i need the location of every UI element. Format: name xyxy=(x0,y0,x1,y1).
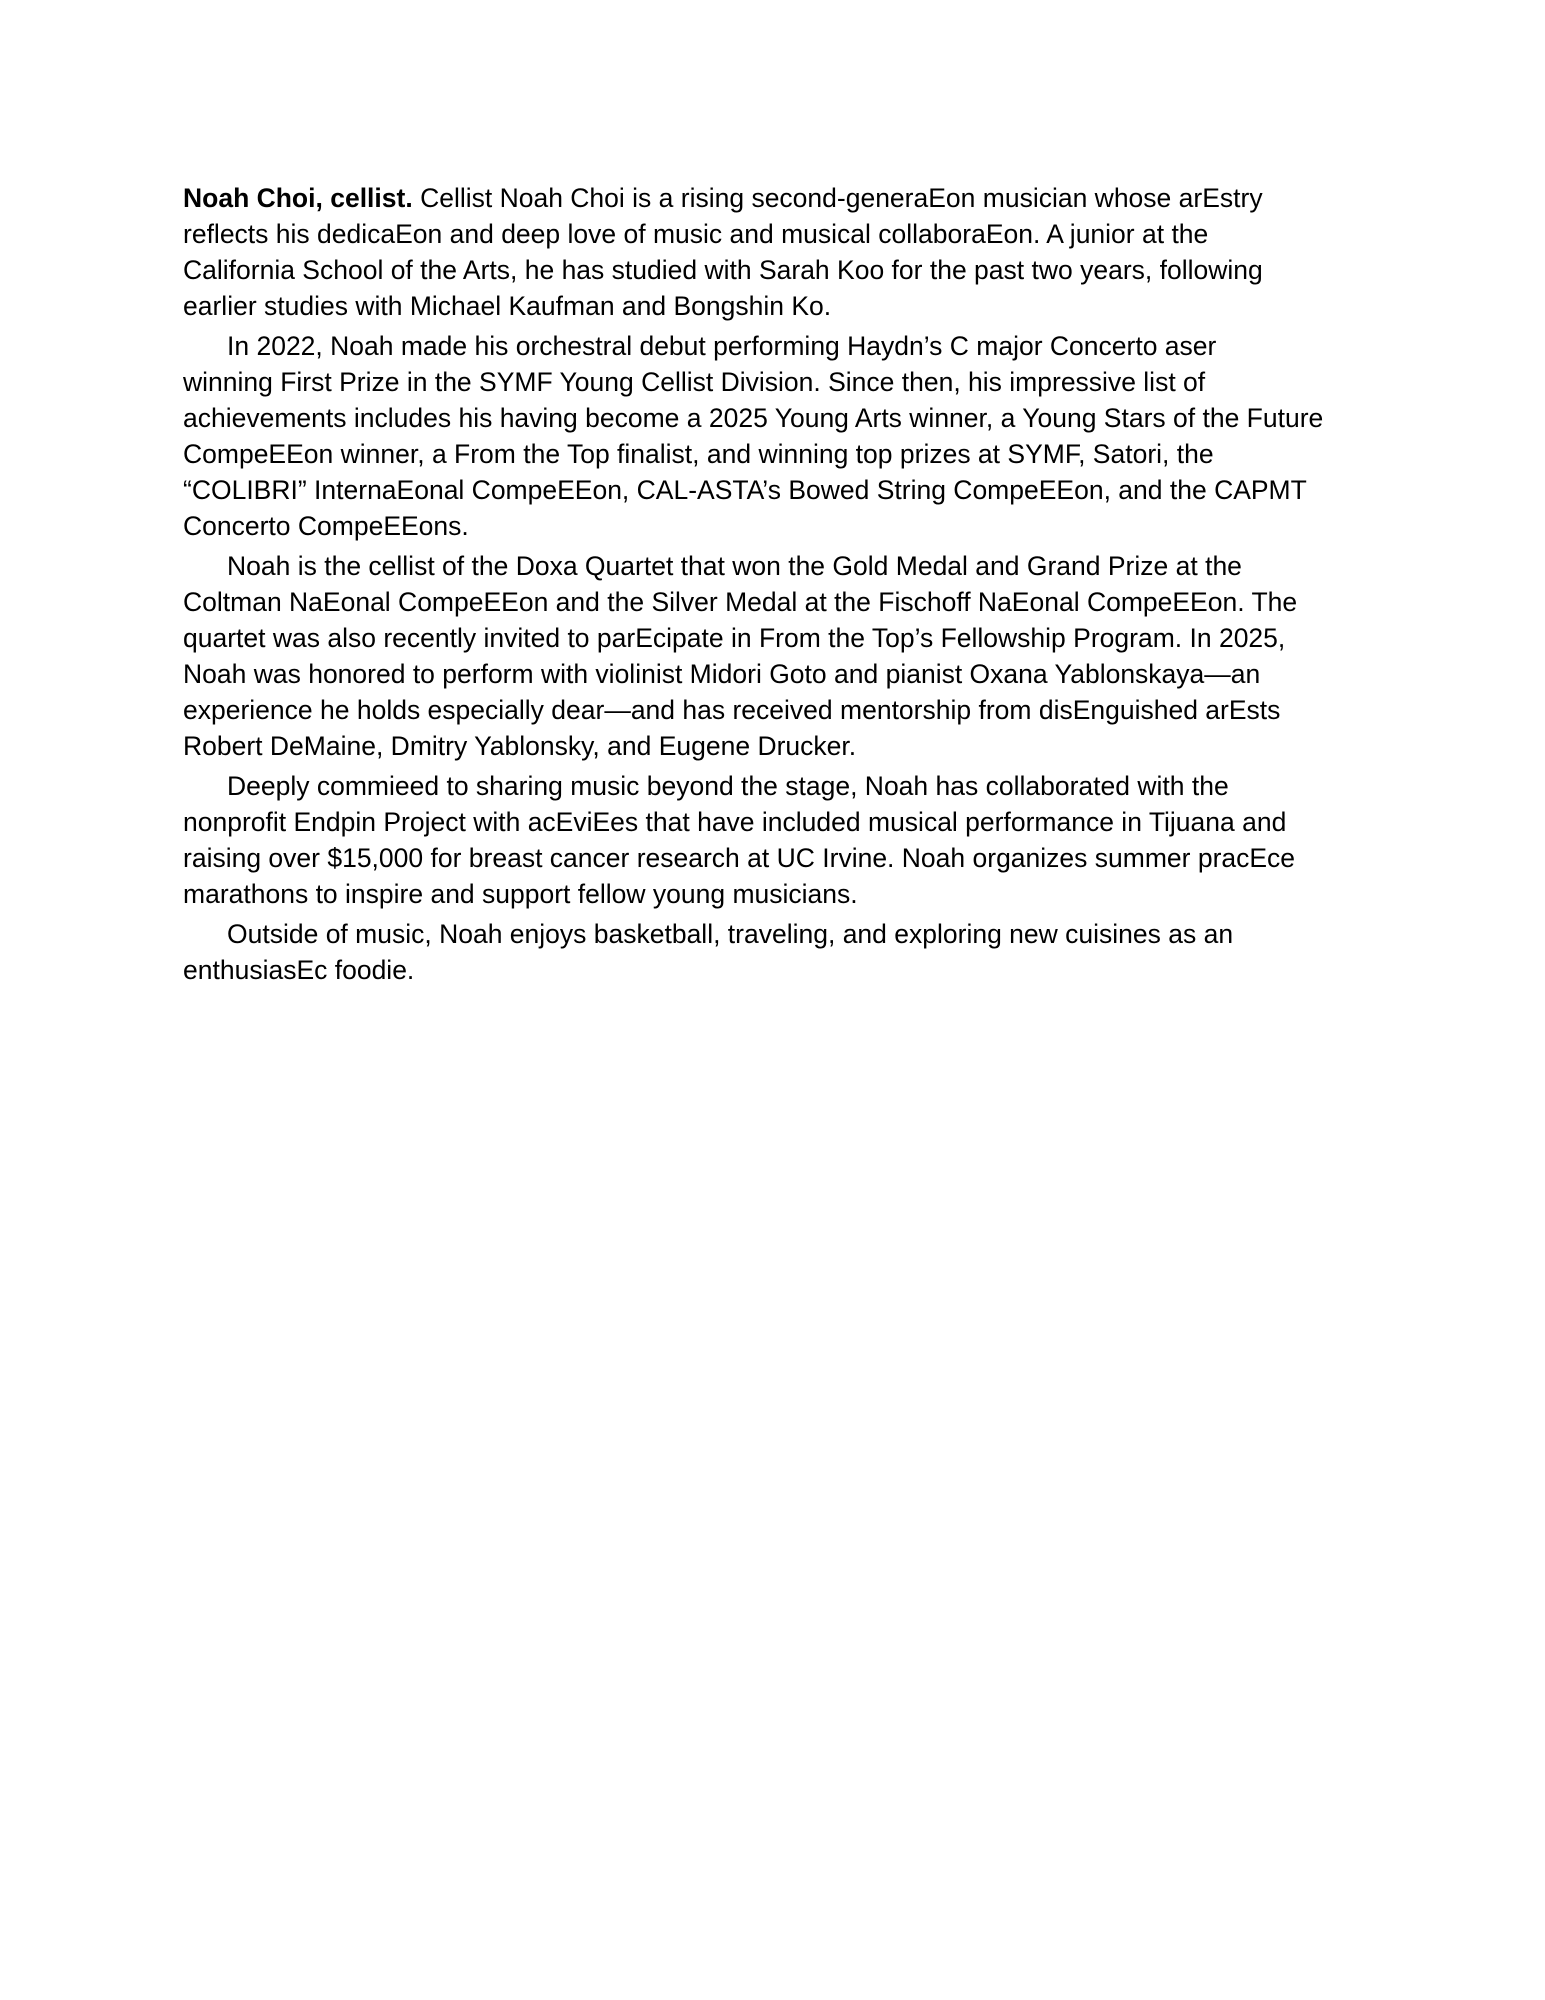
paragraph-quartet xyxy=(183,548,1383,764)
document-body xyxy=(183,180,1383,992)
paragraph-achievements xyxy=(183,328,1383,544)
text-line: California School of the Arts, he has studied with Sarah Koo for the past two years, following xyxy=(183,255,1263,285)
text-line: Outside of music, Noah enjoys basketball, traveling, and exploring new cuisines as an xyxy=(227,919,1234,949)
paragraph-intro xyxy=(183,180,1383,324)
text-line: quartet was also recently invited to parEcipate in From the Top’s Fellowship Program. In 2025, xyxy=(183,623,1286,653)
text-line: raising over $15,000 for breast cancer research at UC Irvine. Noah organizes summer pracEce xyxy=(183,843,1296,873)
text-line: Cellist Noah Choi is a rising second-generaEon musician whose arEstry xyxy=(412,183,1263,213)
text-line: achievements includes his having become a 2025 Young Arts winner, a Young Stars of the Future xyxy=(183,403,1324,433)
text-line: marathons to inspire and support fellow young musicians. xyxy=(183,879,858,909)
text-line: Deeply commieed to sharing music beyond the stage, Noah has collaborated with the xyxy=(227,771,1229,801)
text-line: Robert DeMaine, Dmitry Yablonsky, and Eugene Drucker. xyxy=(183,731,857,761)
text-line: experience he holds especially dear—and has received mentorship from disEnguished arEsts xyxy=(183,695,1281,725)
text-line: earlier studies with Michael Kaufman and Bongshin Ko. xyxy=(183,291,832,321)
text-line: Noah was honored to perform with violinist Midori Goto and pianist Oxana Yablonskaya—an xyxy=(183,659,1261,689)
text-line: In 2022, Noah made his orchestral debut performing Haydn’s C major Concerto aser xyxy=(227,331,1217,361)
paragraph-community xyxy=(183,768,1383,912)
lead-name: Noah Choi, cellist. xyxy=(183,183,413,213)
paragraph-personal xyxy=(183,916,1383,988)
text-line: nonprofit Endpin Project with acEviEes that have included musical performance in Tijuana and xyxy=(183,807,1287,837)
text-line: “COLIBRI” InternaEonal CompeEEon, CAL-ASTA’s Bowed String CompeEEon, and the CAPMT xyxy=(183,475,1307,505)
text-line: Coltman NaEonal CompeEEon and the Silver Medal at the Fischoff NaEonal CompeEEon. The xyxy=(183,587,1298,617)
text-line: Concerto CompeEEons. xyxy=(183,511,469,541)
text-line: Noah is the cellist of the Doxa Quartet that won the Gold Medal and Grand Prize at the xyxy=(227,551,1242,581)
text-line: reflects his dedicaEon and deep love of music and musical collaboraEon. A junior at the xyxy=(183,219,1209,249)
text-line: winning First Prize in the SYMF Young Cellist Division. Since then, his impressive list of xyxy=(183,367,1206,397)
text-line: CompeEEon winner, a From the Top finalist, and winning top prizes at SYMF, Satori, the xyxy=(183,439,1214,469)
text-line: enthusiasEc foodie. xyxy=(183,955,415,985)
